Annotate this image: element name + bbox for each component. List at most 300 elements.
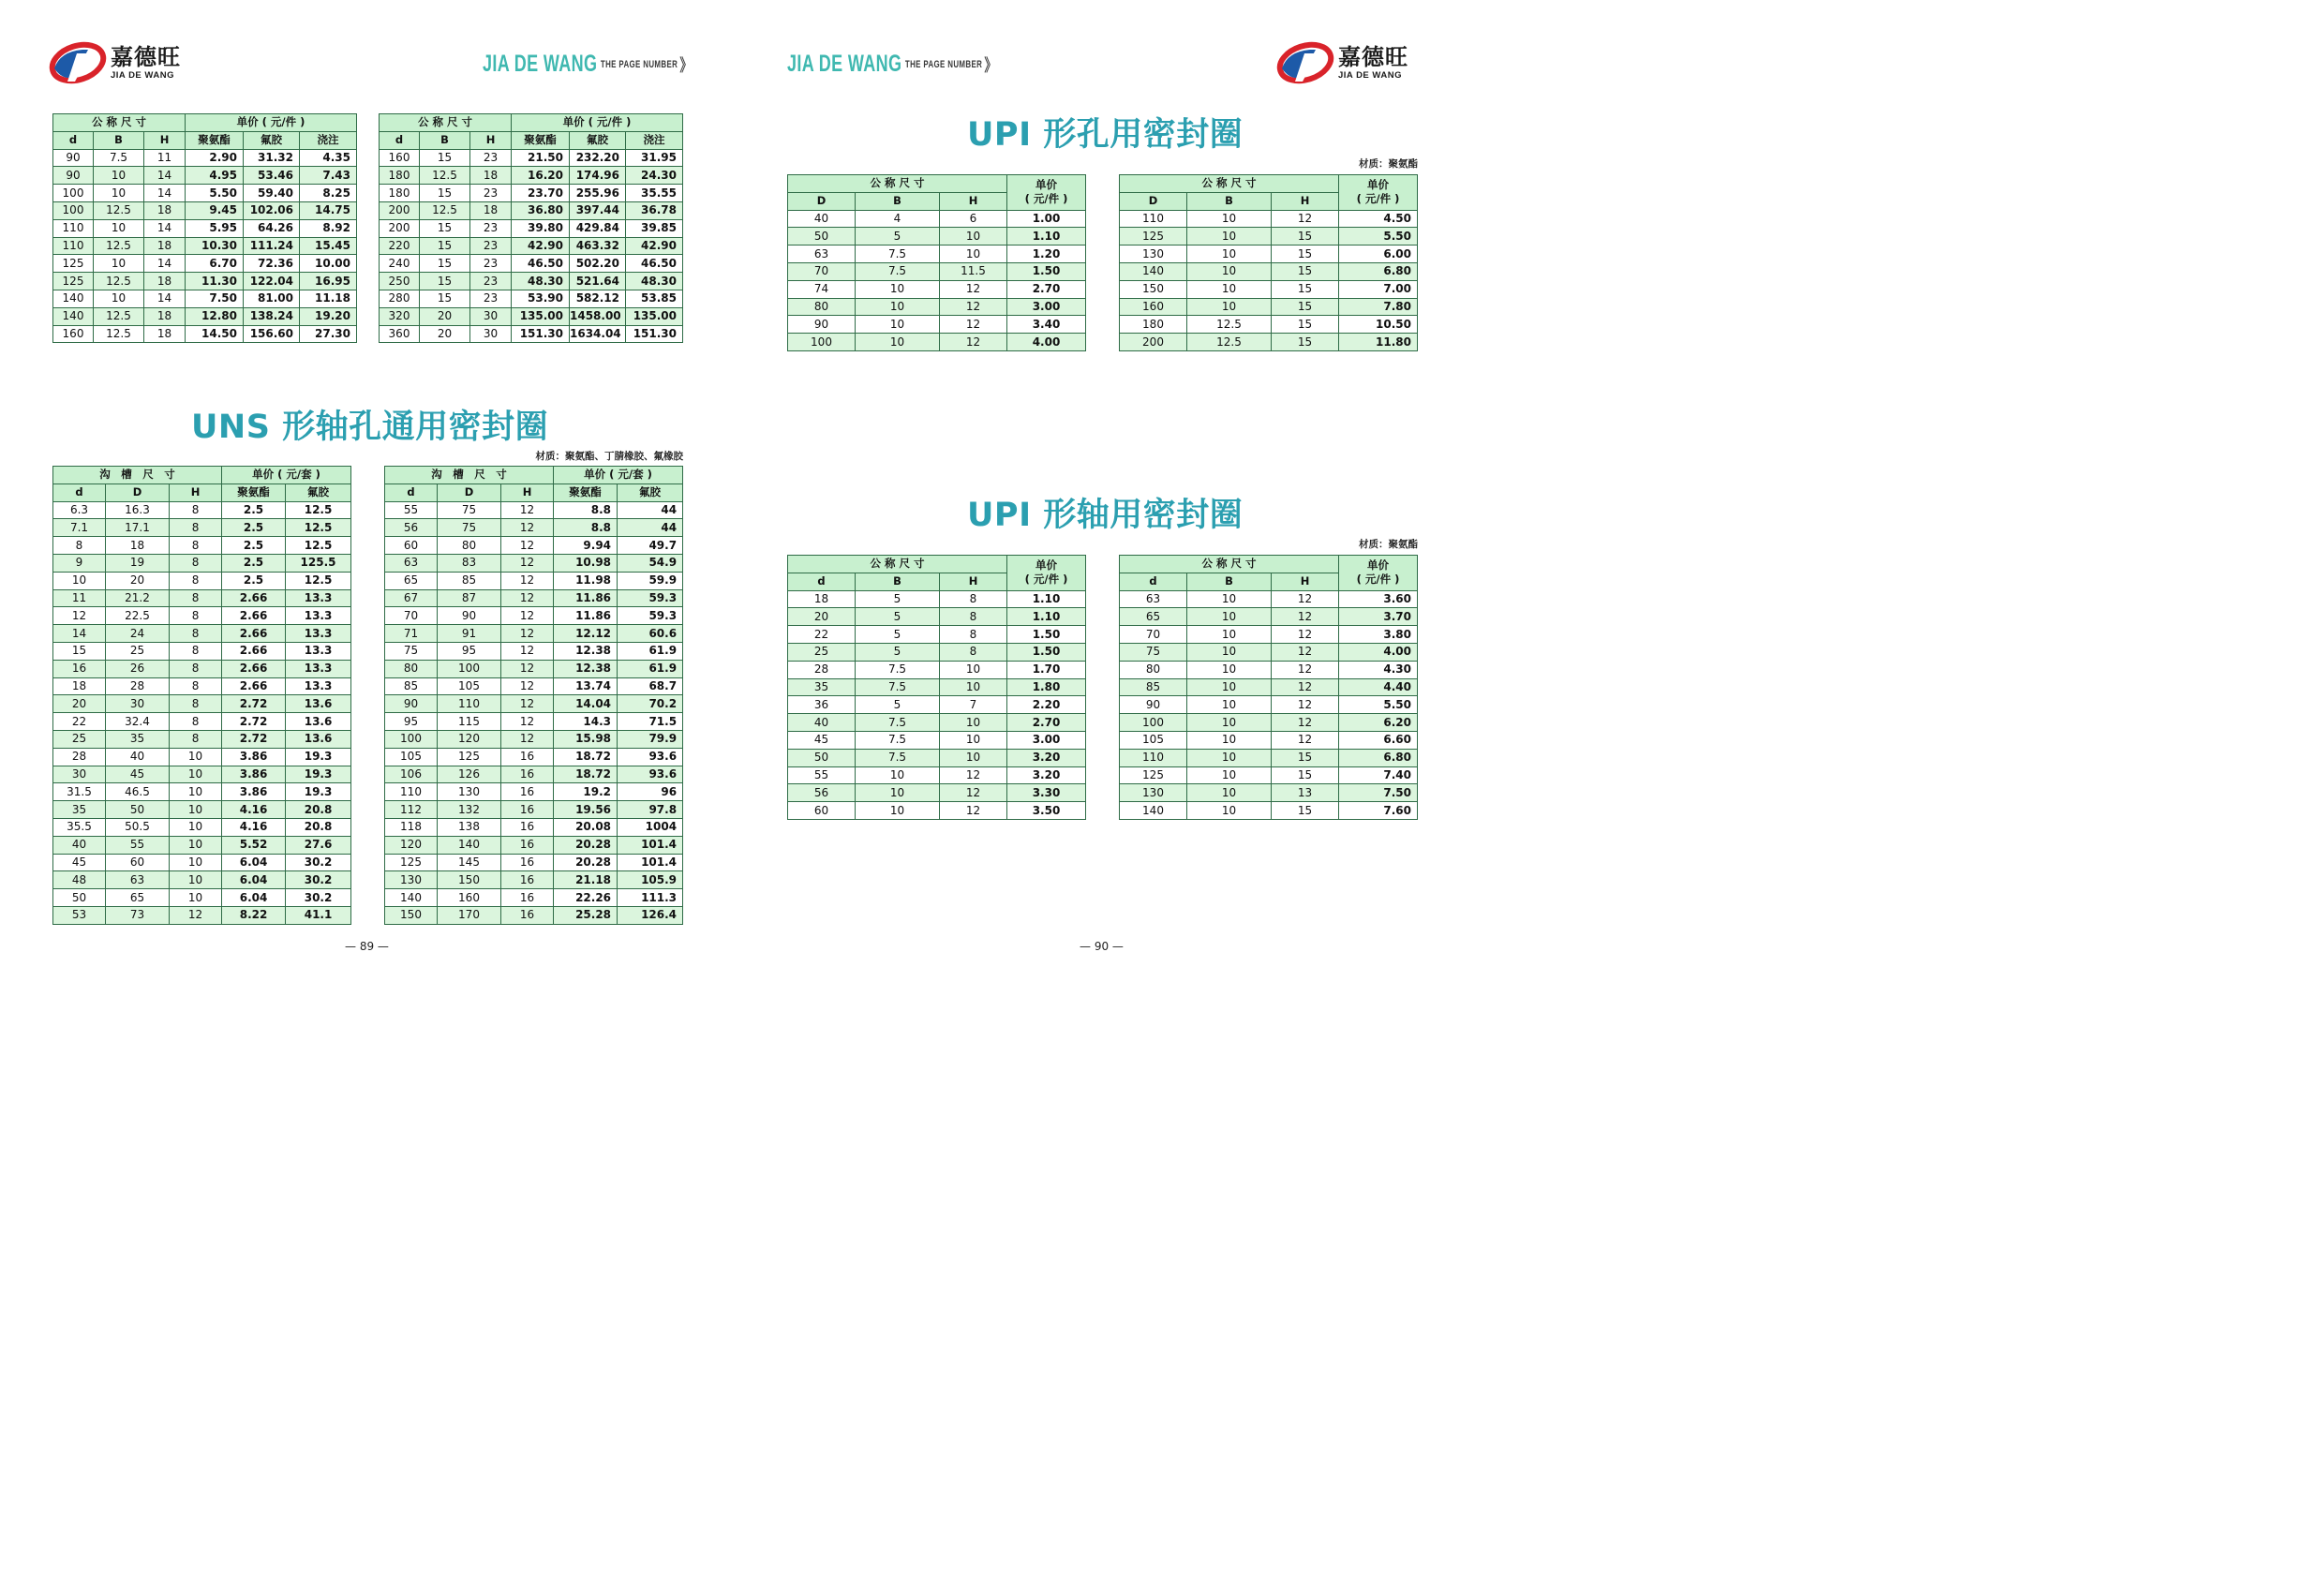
table-row [380,255,683,273]
table-row [1120,714,1418,732]
table-cell: 1.10 [1007,590,1086,608]
table-cell: 22 [788,626,856,644]
table-cell: 138.24 [244,307,300,325]
table-cell: 16 [501,801,554,819]
table-cell: 12 [1272,626,1339,644]
table-row [380,273,683,290]
table-cell: 9.45 [186,201,244,219]
table-cell: 280 [380,290,420,307]
table-cell: 10 [1187,210,1272,228]
uns-material-note: 材质：聚氨酯、丁腈橡胶、氟橡胶 [535,451,683,462]
table-cell: 93.6 [618,748,683,766]
table-cell: 10 [170,818,222,836]
table-row [788,731,1086,749]
table-row [53,677,351,695]
table-cell: 12.5 [94,273,144,290]
table-cell: 13 [1272,784,1339,802]
table-row [385,660,683,677]
table-row [788,210,1086,228]
table-cell: 15 [420,237,470,255]
table-cell: 60.6 [618,625,683,643]
table-cell: 8.22 [222,906,286,924]
table-cell: 140 [1120,802,1187,820]
col-header: B [1187,573,1272,590]
table-cell: 8 [940,608,1007,626]
col-header: 氟胶 [618,484,683,501]
table-cell: 1.80 [1007,678,1086,696]
table-cell: 14.50 [186,325,244,343]
table-cell: 10 [856,334,940,351]
header-brand-main: JIA DE WANG [787,51,902,77]
table-cell: 19 [106,554,170,572]
table-cell: 3.50 [1007,802,1086,820]
table-cell: 10 [1187,228,1272,245]
upi-shaft-material-note: 材质：聚氨酯 [1359,539,1418,550]
table-row [53,572,351,589]
table-cell: 130 [385,871,438,889]
table-cell: 48 [53,871,106,889]
table-cell: 4.95 [186,167,244,185]
table-cell: 16.3 [106,501,170,519]
table-cell: 12 [1272,643,1339,661]
table-cell: 10.30 [186,237,244,255]
table-cell: 10 [940,228,1007,245]
table-cell: 10 [170,889,222,907]
table-cell: 10 [170,854,222,871]
table-row [788,749,1086,766]
table-row [380,201,683,219]
table-cell: 44 [618,519,683,537]
table-body [385,501,683,924]
table-cell: 18 [144,201,186,219]
table-cell: 502.20 [570,255,626,273]
table-cell: 12.5 [94,307,144,325]
table-cell: 11.30 [186,273,244,290]
table-row [53,273,357,290]
table-cell: 22.26 [554,889,618,907]
table-cell: 2.90 [186,149,244,167]
table-cell: 8.8 [554,519,618,537]
table-cell: 7.5 [856,731,940,749]
table-cell: 10 [170,783,222,801]
table-row [53,748,351,766]
table-row [788,784,1086,802]
table-cell: 397.44 [570,201,626,219]
table-cell: 19.3 [286,766,351,783]
col-header: 聚氨酯 [186,131,244,149]
table-cell: 16 [501,854,554,871]
uns-table-right [384,466,683,925]
upi-hole-material-note: 材质：聚氨酯 [1359,158,1418,170]
table-cell: 7.5 [856,661,940,678]
table-cell: 125 [438,748,501,766]
table-cell: 28 [788,661,856,678]
table-cell: 125 [1120,766,1187,784]
table-cell: 130 [438,783,501,801]
table-row [385,537,683,555]
table-cell: 25 [106,642,170,660]
table-cell: 2.72 [222,730,286,748]
table-row [788,802,1086,820]
table-cell: 13.3 [286,589,351,607]
table-cell: 14.75 [300,201,357,219]
table-cell: 10 [1187,298,1272,316]
table-cell: 8 [170,642,222,660]
table-cell: 7.50 [186,290,244,307]
table-cell: 18 [144,273,186,290]
table-row [53,307,357,325]
col-header: 聚氨酯 [554,484,618,501]
table-cell: 160 [1120,298,1187,316]
table-cell: 5 [856,590,940,608]
table-cell: 12 [940,280,1007,298]
table-row [53,766,351,783]
table-cell: 3.30 [1007,784,1086,802]
table-cell: 1458.00 [570,307,626,325]
table-cell: 4.35 [300,149,357,167]
logo-left [49,40,181,85]
table-cell: 10.50 [1339,316,1418,334]
table-cell: 20.28 [554,836,618,854]
table-cell: 7.80 [1339,298,1418,316]
table-cell: 5 [856,228,940,245]
table-row [385,871,683,889]
table-cell: 101.4 [618,836,683,854]
table-cell: 12 [501,660,554,677]
col-header: H [1272,192,1339,210]
table-cell: 8 [53,537,106,555]
table-cell: 70 [385,607,438,625]
table-row [53,783,351,801]
table-cell: 21.18 [554,871,618,889]
table-cell: 23 [470,290,512,307]
table-cell: 150 [385,906,438,924]
table-cell: 106 [385,766,438,783]
table-cell: 22 [53,713,106,731]
table-cell: 6.00 [1339,245,1418,263]
table-cell: 19.3 [286,748,351,766]
table-cell: 13.3 [286,642,351,660]
table-cell: 10 [1187,643,1272,661]
table-cell: 53 [53,906,106,924]
table-cell: 10 [170,766,222,783]
table-cell: 39.80 [512,219,570,237]
table-row [385,801,683,819]
table-cell: 151.30 [626,325,683,343]
table-row [1120,228,1418,245]
table-row [385,642,683,660]
table-cell: 68.7 [618,677,683,695]
table-cell: 14 [144,290,186,307]
table-cell: 73 [106,906,170,924]
table-cell: 14.3 [554,713,618,731]
header-groove-size: 沟 槽 尺 寸 [53,467,222,484]
table-cell: 59.3 [618,589,683,607]
table-cell: 96 [618,783,683,801]
table-cell: 1.70 [1007,661,1086,678]
table-cell: 160 [53,325,94,343]
table-row [53,713,351,731]
table-row [788,678,1086,696]
col-header: 浇注 [626,131,683,149]
table-cell: 6.70 [186,255,244,273]
table-cell: 25 [788,643,856,661]
table-cell: 20 [106,572,170,589]
table-cell: 12.5 [286,519,351,537]
table-cell: 5.95 [186,219,244,237]
table-cell: 12.5 [1187,316,1272,334]
table-cell: 10.00 [300,255,357,273]
table-cell: 15 [1272,280,1339,298]
table-cell: 4.50 [1339,210,1418,228]
table-cell: 12.5 [94,325,144,343]
table-cell: 12 [501,519,554,537]
col-header: d [53,131,94,149]
table-body [53,149,357,343]
table-cell: 9.94 [554,537,618,555]
table-cell: 13.6 [286,695,351,713]
table-cell: 15 [1272,298,1339,316]
table-row [1120,590,1418,608]
col-header: 氟胶 [286,484,351,501]
table-cell: 40 [106,748,170,766]
table-row [385,677,683,695]
table-cell: 12 [501,625,554,643]
header-unit-price: 单价 ( 元/件 ) [512,114,683,132]
table-cell: 2.70 [1007,280,1086,298]
table-cell: 7.5 [856,714,940,732]
price-unit-label: ( 元/件 ) [1356,573,1400,587]
table-row [1120,210,1418,228]
upi-hole-table-right [1119,174,1418,351]
table-cell: 110 [1120,749,1187,766]
table-cell: 12 [940,316,1007,334]
table-cell: 50 [788,749,856,766]
table-cell: 65 [1120,608,1187,626]
price-unit-label: ( 元/件 ) [1024,573,1068,587]
header-unit-price [1007,175,1086,211]
header-unit-price [1339,556,1418,591]
header-brand-main: JIA DE WANG [483,51,598,77]
table-cell: 7.40 [1339,766,1418,784]
table-cell: 6.20 [1339,714,1418,732]
table-row [385,818,683,836]
table-cell: 12 [501,642,554,660]
logo-chinese-text: 嘉德旺 [111,43,181,70]
chevron-right-icon: 》 [984,56,997,76]
logo-chinese-text: 嘉德旺 [1338,43,1408,70]
table-row [53,642,351,660]
table-row [788,298,1086,316]
table-row [385,625,683,643]
table-cell: 95 [385,713,438,731]
table-cell: 105 [438,677,501,695]
table-row [788,262,1086,280]
table-cell: 16 [501,783,554,801]
table-cell: 2.72 [222,695,286,713]
table-cell: 31.32 [244,149,300,167]
table-cell: 112 [385,801,438,819]
table-cell: 10 [170,801,222,819]
table-cell: 110 [438,695,501,713]
price-table-top-right [379,113,683,343]
upi-hole-table-left [787,174,1086,351]
header-groove-size: 沟 槽 尺 寸 [385,467,554,484]
table-row [53,801,351,819]
table-cell: 20.8 [286,818,351,836]
table-cell: 30 [53,766,106,783]
table-cell: 30 [106,695,170,713]
table-cell: 93.6 [618,766,683,783]
table-cell: 54.9 [618,554,683,572]
table-cell: 60 [788,802,856,820]
table-cell: 2.20 [1007,696,1086,714]
table-cell: 3.70 [1339,608,1418,626]
col-header: B [856,192,940,210]
table-cell: 6.04 [222,889,286,907]
table-cell: 140 [53,290,94,307]
table-cell: 12.5 [94,201,144,219]
table-cell: 102.06 [244,201,300,219]
table-cell: 8.92 [300,219,357,237]
table-row [1120,661,1418,678]
table-cell: 151.30 [512,325,570,343]
table-cell: 3.00 [1007,731,1086,749]
table-cell: 63 [106,871,170,889]
table-cell: 20.28 [554,854,618,871]
table-cell: 63 [385,554,438,572]
table-row [53,660,351,677]
table-cell: 135.00 [512,307,570,325]
table-cell: 8 [170,589,222,607]
table-row [53,836,351,854]
table-cell: 10 [1187,696,1272,714]
table-cell: 70.2 [618,695,683,713]
table-row [385,836,683,854]
table-cell: 36.80 [512,201,570,219]
table-cell: 180 [1120,316,1187,334]
table-cell: 20.8 [286,801,351,819]
table-cell: 55 [106,836,170,854]
table-cell: 11.86 [554,589,618,607]
table-cell: 10 [1187,731,1272,749]
table-cell: 582.12 [570,290,626,307]
table-cell: 15.98 [554,730,618,748]
table-row [788,245,1086,263]
table-cell: 4.00 [1007,334,1086,351]
table-cell: 79.9 [618,730,683,748]
table-cell: 15 [1272,245,1339,263]
table-cell: 50 [788,228,856,245]
table-cell: 10 [94,219,144,237]
uns-table-left [52,466,351,925]
table-cell: 10 [940,749,1007,766]
table-cell: 200 [380,201,420,219]
table-cell: 15 [1272,262,1339,280]
table-cell: 15 [1272,316,1339,334]
header-brand-left [483,51,693,78]
table-row [1120,731,1418,749]
table-cell: 320 [380,307,420,325]
table-cell: 17.1 [106,519,170,537]
table-cell: 16 [501,818,554,836]
table-cell: 97.8 [618,801,683,819]
table-body [380,149,683,343]
table-cell: 70 [1120,626,1187,644]
table-cell: 140 [53,307,94,325]
table-cell: 220 [380,237,420,255]
table-row [53,854,351,871]
table-cell: 180 [380,185,420,202]
table-row [1120,678,1418,696]
table-cell: 12.5 [286,572,351,589]
table-cell: 118 [385,818,438,836]
table-cell: 61.9 [618,642,683,660]
table-cell: 35.55 [626,185,683,202]
table-cell: 255.96 [570,185,626,202]
table-cell: 3.86 [222,748,286,766]
col-header: 氟胶 [244,131,300,149]
table-cell: 22.5 [106,607,170,625]
table-cell: 2.66 [222,589,286,607]
table-row [1120,626,1418,644]
table-cell: 1634.04 [570,325,626,343]
col-header: 聚氨酯 [512,131,570,149]
table-cell: 10 [856,766,940,784]
table-cell: 49.7 [618,537,683,555]
table-cell: 20.08 [554,818,618,836]
table-cell: 35 [788,678,856,696]
table-cell: 105 [1120,731,1187,749]
table-row [53,325,357,343]
table-cell: 10 [856,316,940,334]
table-cell: 8 [940,643,1007,661]
table-cell: 138 [438,818,501,836]
table-cell: 12.5 [1187,334,1272,351]
table-cell: 12 [940,802,1007,820]
table-row [1120,608,1418,626]
table-cell: 150 [438,871,501,889]
table-cell: 7.60 [1339,802,1418,820]
table-row [1120,334,1418,351]
table-cell: 31.95 [626,149,683,167]
table-row [385,501,683,519]
page-number-left: — 89 — [345,940,389,953]
table-cell: 55 [385,501,438,519]
table-cell: 16 [53,660,106,677]
table-cell: 7.5 [856,749,940,766]
table-cell: 10 [940,245,1007,263]
table-cell: 85 [385,677,438,695]
upi-shaft-table-right [1119,555,1418,820]
table-cell: 3.60 [1339,590,1418,608]
header-nominal-size: 公 称 尺 寸 [788,556,1007,573]
table-cell: 10 [53,572,106,589]
upi-shaft-table-left [787,555,1086,820]
table-cell: 50 [106,801,170,819]
header-brand-right [787,51,997,78]
table-cell: 8 [170,501,222,519]
table-cell: 90 [438,607,501,625]
table-row [53,537,351,555]
header-unit-price: 单价 ( 元/套 ) [554,467,683,484]
table-cell: 110 [53,237,94,255]
table-body [788,590,1086,819]
table-cell: 14 [144,185,186,202]
table-cell: 12 [1272,678,1339,696]
table-cell: 10 [940,714,1007,732]
table-cell: 8.8 [554,501,618,519]
